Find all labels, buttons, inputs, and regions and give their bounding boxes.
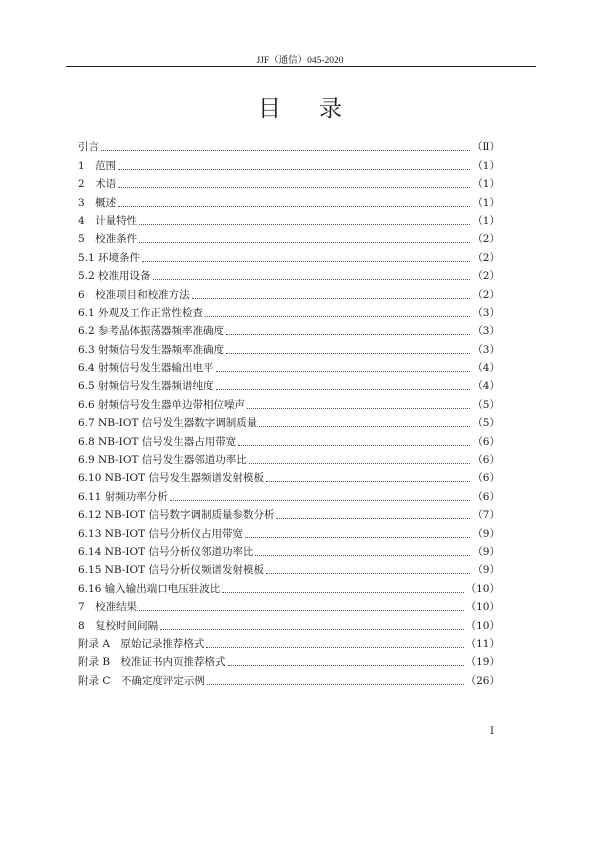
toc-dot-leader	[118, 187, 470, 188]
toc-dot-leader	[153, 279, 471, 280]
toc-entry[interactable]	[78, 320, 500, 338]
toc-entry-label: 6.15 NB-IOT 信号分析仪频谱发射模板	[78, 564, 264, 577]
toc-entry[interactable]	[78, 357, 500, 375]
toc-dot-leader	[255, 555, 470, 556]
toc-entry-label: 7 校准结果	[78, 601, 138, 614]
toc-dot-leader	[139, 224, 470, 225]
toc-dot-leader	[206, 647, 463, 648]
toc-entry-page: （9）	[472, 564, 500, 577]
toc-entry-label: 6.10 NB-IOT 信号发生器频谱发射模板	[78, 472, 264, 485]
toc-entry[interactable]	[78, 375, 500, 393]
toc-dot-leader	[226, 334, 470, 335]
toc-dot-leader	[216, 389, 471, 390]
toc-entry[interactable]	[78, 136, 500, 154]
toc-dot-leader	[238, 445, 470, 446]
toc-entry[interactable]	[78, 191, 500, 209]
toc-entry-label: 6 校准项目和校准方法	[78, 288, 190, 301]
toc-entry-label: 3 概述	[78, 196, 117, 209]
toc-entry-page: （4）	[472, 380, 500, 393]
toc-entry-page: （9）	[472, 545, 500, 558]
toc-entry-page: （2）	[472, 270, 500, 283]
toc-dot-leader	[276, 518, 470, 519]
toc-dot-leader	[222, 592, 463, 593]
toc-entry-label: 6.13 NB-IOT 信号分析仪占用带宽	[78, 527, 243, 540]
document-code-header: JJF（通信）045-2020	[256, 56, 344, 66]
toc-dot-leader	[101, 150, 470, 151]
toc-entry-page: （1）	[472, 178, 500, 191]
toc-entry[interactable]	[78, 210, 500, 228]
toc-entry[interactable]	[78, 669, 500, 687]
toc-entry-label: 6.9 NB-IOT 信号发生器邻道功率比	[78, 454, 247, 467]
toc-dot-leader	[207, 684, 464, 685]
toc-entry-page: （2）	[472, 288, 500, 301]
toc-entry-page: （5）	[472, 398, 500, 411]
toc-dot-leader	[118, 169, 470, 170]
toc-entry-label: 6.14 NB-IOT 信号分析仪邻道功率比	[78, 545, 254, 558]
toc-entry-page: （9）	[472, 527, 500, 540]
toc-entry-page: （11）	[465, 637, 500, 650]
toc-entry-page: （10）	[465, 619, 500, 632]
toc-entry[interactable]	[78, 467, 500, 485]
toc-entry-label: 2 术语	[78, 178, 117, 191]
toc-entry[interactable]	[78, 173, 500, 191]
toc-entry[interactable]	[78, 559, 500, 577]
toc-entry[interactable]	[78, 504, 500, 522]
toc-entry-label: 6.6 射频信号发生器单边带相位噪声	[78, 398, 246, 411]
toc-entry-label: 6.12 NB-IOT 信号数字调制质量参数分析	[78, 509, 275, 522]
toc-dot-leader	[259, 426, 470, 427]
toc-dot-leader	[139, 242, 470, 243]
toc-dot-leader	[160, 629, 463, 630]
toc-entry-label: 6.2 参考晶体振荡器频率准确度	[78, 325, 225, 338]
toc-entry-page: （3）	[472, 343, 500, 356]
toc-entry-label: 附录 A 原始记录推荐格式	[78, 637, 205, 650]
toc-entry[interactable]	[78, 154, 500, 172]
toc-entry-page: （6）	[472, 454, 500, 467]
toc-entry-page: （26）	[465, 674, 500, 687]
toc-entry[interactable]	[78, 633, 500, 651]
toc-dot-leader	[192, 298, 471, 299]
header-divider	[66, 66, 536, 67]
toc-entry-page: （1）	[472, 196, 500, 209]
toc-entry[interactable]	[78, 412, 500, 430]
toc-entry-label: 5.2 校准用设备	[78, 270, 151, 283]
page-title: 目录	[258, 96, 380, 122]
toc-entry[interactable]	[78, 541, 500, 559]
toc-entry[interactable]	[78, 577, 500, 595]
toc-dot-leader	[205, 316, 470, 317]
toc-dot-leader	[142, 261, 470, 262]
toc-entry-label: 5.1 环境条件	[78, 251, 141, 264]
toc-entry-page: （3）	[472, 306, 500, 319]
toc-entry-label: 6.1 外观及工作正常性检查	[78, 306, 204, 319]
toc-entry-label: 附录 B 校准证书内页推荐格式	[78, 656, 226, 669]
toc-entry-label: 4 计量特性	[78, 214, 138, 227]
toc-entry-label: 6.4 射频信号发生器输出电平	[78, 362, 214, 375]
toc-entry-page: （3）	[472, 325, 500, 338]
toc-dot-leader	[266, 481, 470, 482]
toc-entry[interactable]	[78, 651, 500, 669]
toc-entry-label: 1 范围	[78, 159, 117, 172]
toc-entry[interactable]	[78, 302, 500, 320]
toc-entry-label: 6.8 NB-IOT 信号发生器占用带宽	[78, 435, 237, 448]
toc-entry[interactable]	[78, 283, 500, 301]
toc-entry-page: （5）	[472, 417, 500, 430]
toc-entry[interactable]	[78, 265, 500, 283]
toc-entry-page: （1）	[472, 214, 500, 227]
toc-entry-page: （6）	[472, 472, 500, 485]
table-of-contents	[78, 136, 500, 688]
toc-entry-page: （2）	[472, 233, 500, 246]
toc-entry-label: 引言	[78, 141, 99, 154]
toc-entry-page: （2）	[472, 251, 500, 264]
toc-entry[interactable]	[78, 485, 500, 503]
toc-entry-label: 6.5 射频信号发生器频谱纯度	[78, 380, 214, 393]
toc-entry-label: 6.3 射频信号发生器频率准确度	[78, 343, 225, 356]
toc-entry-page: （7）	[472, 509, 500, 522]
toc-entry[interactable]	[78, 228, 500, 246]
toc-entry-page: （1）	[472, 159, 500, 172]
toc-entry-page: （6）	[472, 490, 500, 503]
toc-entry-label: 6.11 射频功率分析	[78, 490, 168, 503]
toc-entry[interactable]	[78, 338, 500, 356]
toc-entry[interactable]	[78, 449, 500, 467]
toc-entry[interactable]	[78, 393, 500, 411]
toc-entry-page: （10）	[465, 582, 500, 595]
toc-entry-page: （Ⅱ）	[471, 141, 500, 154]
toc-entry[interactable]	[78, 430, 500, 448]
toc-dot-leader	[170, 500, 471, 501]
toc-dot-leader	[247, 408, 470, 409]
toc-entry[interactable]	[78, 596, 500, 614]
toc-dot-leader	[245, 537, 470, 538]
toc-dot-leader	[139, 610, 463, 611]
toc-entry-label: 附录 C 不确定度评定示例	[78, 674, 205, 687]
toc-dot-leader	[118, 206, 470, 207]
toc-entry-label: 6.7 NB-IOT 信号发生器数字调制质量	[78, 417, 258, 430]
toc-entry[interactable]	[78, 246, 500, 264]
toc-entry-label: 5 校准条件	[78, 233, 138, 246]
toc-dot-leader	[226, 353, 470, 354]
toc-entry-page: （10）	[465, 601, 500, 614]
toc-entry-label: 6.16 输入输出端口电压驻波比	[78, 582, 221, 595]
toc-entry[interactable]	[78, 614, 500, 632]
toc-dot-leader	[249, 463, 471, 464]
page-number: I	[490, 726, 494, 737]
toc-dot-leader	[228, 665, 464, 666]
toc-entry-label: 8 复校时间间隔	[78, 619, 159, 632]
toc-dot-leader	[266, 573, 470, 574]
toc-entry[interactable]	[78, 522, 500, 540]
toc-entry-page: （4）	[472, 362, 500, 375]
toc-entry-page: （6）	[472, 435, 500, 448]
toc-dot-leader	[216, 371, 471, 372]
toc-entry-page: （19）	[465, 656, 500, 669]
